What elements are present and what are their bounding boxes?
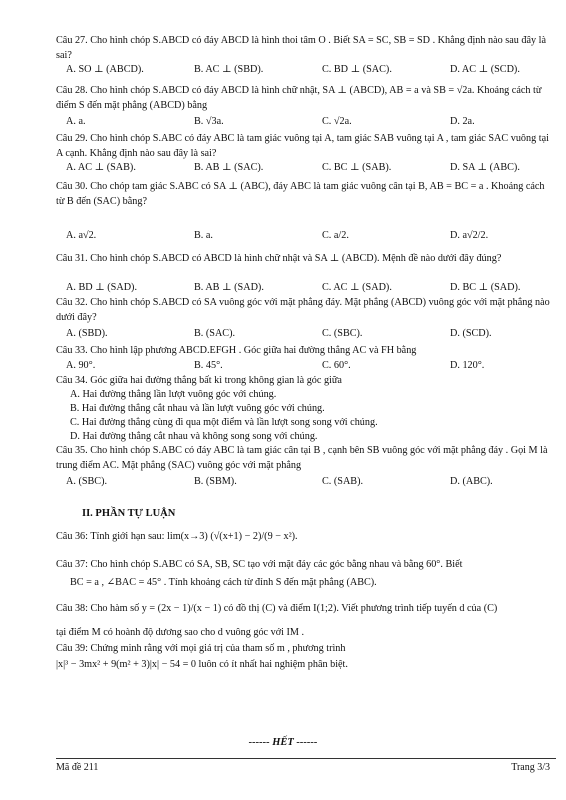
question-39-line-1: Câu 39: Chứng minh rằng với mọi giá trị của tham số m , phương trình <box>56 643 346 654</box>
option-d: D. AC ⊥ (SCD). <box>450 64 520 75</box>
option-a: A. (SBC). <box>66 476 108 487</box>
option-b: B. √3a. <box>194 116 224 127</box>
option-c: C. BC ⊥ (SAB). <box>322 162 392 173</box>
option-b: B. AB ⊥ (SAD). <box>194 282 264 293</box>
option-a: A. (SBD). <box>66 328 108 339</box>
question-29: Câu 29. Cho hình chóp S.ABC có đáy ABC là tam giác vuông tại A, tam giác SAB vuông tại A , tam giác SAC vuông tại A cạnh. Khẳng định nào sau đây là sai? <box>56 133 549 159</box>
question-38-line-1: Câu 38: Cho hàm số y = (2x − 1)/(x − 1) có đồ thị (C) và điểm I(1;2). Viết phương trình tiếp tuyến d của (C) <box>56 603 498 614</box>
question-31: Câu 31. Cho hình chóp S.ABCD có ABCD là hình chữ nhật và SA ⊥ (ABCD). Mệnh đề nào dưới đây đúng? <box>56 253 502 264</box>
option-a: A. SO ⊥ (ABCD). <box>66 64 144 75</box>
page-number: Trang 3/3 <box>511 762 550 773</box>
option-d: D. 2a. <box>450 116 475 127</box>
option-c: C. a/2. <box>322 230 349 241</box>
section-title: II. PHẦN TỰ LUẬN <box>82 508 176 519</box>
question-34-option-b: B. Hai đường thẳng cắt nhau và lần lượt vuông góc với chúng. <box>70 403 325 414</box>
option-d: D. (ABC). <box>450 476 493 487</box>
footer-divider <box>56 758 556 759</box>
question-39-line-2: |x|³ − 3mx² + 9(m² + 3)|x| − 54 = 0 luôn có ít nhất hai nghiệm phân biệt. <box>56 659 348 670</box>
question-28: Câu 28. Cho hình chóp S.ABCD có đáy ABCD là hình chữ nhật, SA ⊥ (ABCD), AB = a và SB = √2a. Khoảng cách từ điểm S đến mặt phẳng (ABCD) bằng <box>56 85 542 111</box>
exam-code: Mã đề 211 <box>56 762 99 773</box>
option-c: C. 60°. <box>322 360 351 371</box>
option-c: C. (SAB). <box>322 476 364 487</box>
question-36: Câu 36: Tính giới hạn sau: lim(x→3) (√(x+1) − 2)/(9 − x²). <box>56 531 298 542</box>
question-37-line-1: Câu 37: Cho hình chóp S.ABC có SA, SB, SC tạo với mặt đáy các góc bằng nhau và bằng 60°. Biết <box>56 559 463 570</box>
end-marker: ------ HẾT ------ <box>248 737 318 748</box>
question-35: Câu 35. Cho hình chóp S.ABC có đáy ABC là tam giác cân tại B , cạnh bên SB vuông góc với mặt phẳng đáy . Gọi M là trung điểm AC. Mặt phẳng (SAC) vuông góc với mặt phẳng <box>56 445 548 471</box>
question-29-options <box>66 160 546 176</box>
question-34-option-a: A. Hai đường thẳng lần lượt vuông góc với chúng. <box>70 389 277 400</box>
option-c: C. (SBC). <box>322 328 363 339</box>
option-b: B. AC ⊥ (SBD). <box>194 64 264 75</box>
question-35-options <box>66 474 546 490</box>
option-a: A. 90°. <box>66 360 96 371</box>
option-d: D. BC ⊥ (SAD). <box>450 282 521 293</box>
option-a: A. BD ⊥ (SAD). <box>66 282 137 293</box>
option-d: D. 120°. <box>450 360 485 371</box>
question-27: Câu 27. Cho hình chóp S.ABCD có đáy ABCD là hình thoi tâm O . Biết SA = SC, SB = SD . Khẳng định nào sau đây là sai? <box>56 35 547 61</box>
option-c: C. √2a. <box>322 116 352 127</box>
option-b: B. (SAC). <box>194 328 236 339</box>
question-30: Câu 30. Cho chóp tam giác S.ABC có SA ⊥ (ABC), đáy ABC là tam giác vuông cân tại B, AB = BC = a . Khoảng cách từ B đến (SAC) bằng? <box>56 181 545 207</box>
option-d: D. (SCD). <box>450 328 492 339</box>
question-31-options <box>66 280 546 296</box>
question-34-option-d: D. Hai đường thẳng cắt nhau và không song song với chúng. <box>70 431 318 442</box>
question-33: Câu 33. Cho hình lập phương ABCD.EFGH . Góc giữa hai đường thẳng AC và FH bằng <box>56 345 417 356</box>
question-32-options <box>66 326 546 342</box>
question-34: Câu 34. Góc giữa hai đường thẳng bất kì trong không gian là góc giữa <box>56 375 342 386</box>
option-b: B. (SBM). <box>194 476 237 487</box>
question-37-line-2: BC = a , ∠BAC = 45° . Tính khoảng cách từ đỉnh S đến mặt phẳng (ABC). <box>70 577 377 588</box>
option-c: C. BD ⊥ (SAC). <box>322 64 392 75</box>
question-32: Câu 32. Cho hình chóp S.ABCD có SA vuông góc với mặt phẳng đáy. Mặt phẳng (ABCD) vuông góc với mặt phẳng nào dưới đây? <box>56 297 550 323</box>
option-a: A. a√2. <box>66 230 97 241</box>
question-27-options <box>66 62 546 78</box>
option-b: B. a. <box>194 230 213 241</box>
question-30-options <box>66 228 546 244</box>
option-d: D. SA ⊥ (ABC). <box>450 162 520 173</box>
option-b: B. AB ⊥ (SAC). <box>194 162 264 173</box>
question-33-options <box>66 358 546 374</box>
option-c: C. AC ⊥ (SAD). <box>322 282 392 293</box>
option-a: A. AC ⊥ (SAB). <box>66 162 136 173</box>
question-34-option-c: C. Hai đường thẳng cùng đi qua một điểm và lần lượt song song với chúng. <box>70 417 378 428</box>
question-28-options <box>66 114 546 130</box>
option-b: B. 45°. <box>194 360 223 371</box>
option-a: A. a. <box>66 116 86 127</box>
question-38-line-2: tại điểm M có hoành độ dương sao cho d vuông góc với IM . <box>56 627 305 638</box>
option-d: D. a√2/2. <box>450 230 489 241</box>
